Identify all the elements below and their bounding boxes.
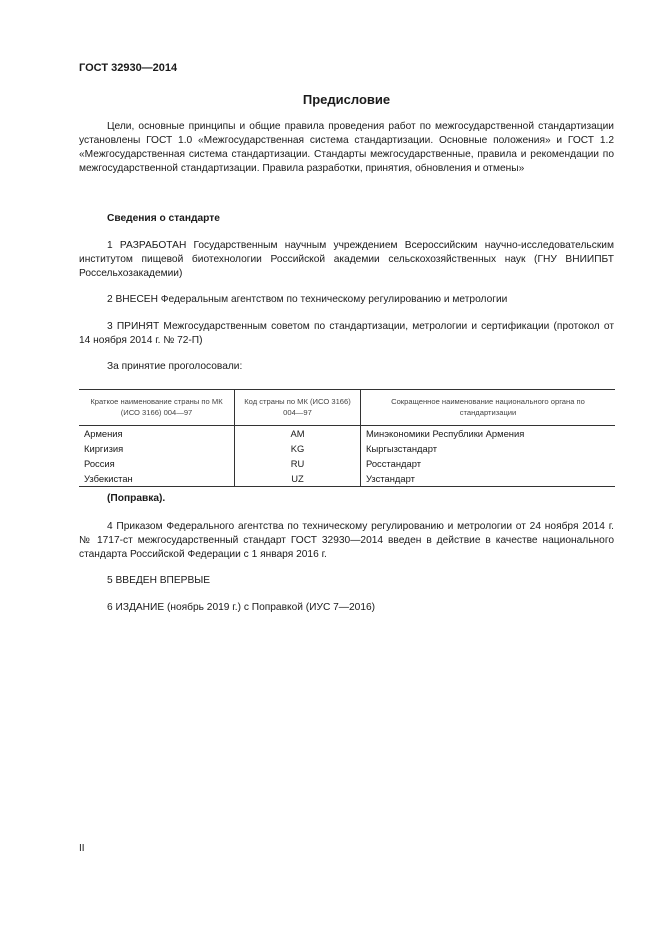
table-cell-country: Узбекистан — [79, 471, 235, 487]
page-number: II — [79, 843, 85, 854]
table-cell-code: AM — [235, 426, 361, 442]
table-cell-body: Узстандарт — [361, 471, 616, 487]
table-header-row — [79, 390, 615, 426]
table-cell-code: RU — [235, 456, 361, 471]
page-title: Предисловие — [302, 92, 391, 107]
table-header-country: Краткое наименование страны по МК (ИСО 3166) 004—97 — [79, 390, 235, 426]
item-5-paragraph: 5 ВВЕДЕН ВПЕРВЫЕ — [107, 575, 211, 586]
table-cell-body: Росстандарт — [361, 456, 616, 471]
table-row — [79, 456, 615, 471]
item-4-paragraph: 4 Приказом Федерального агентства по техническому регулированию и метрологии от 24 ноября 2014 г. № 1717-ст межгосударственный стандарт ГОСТ 32930—2014 введен в действие в качестве национального стандарта Российской Федерации с 1 января 2016 г. — [79, 521, 614, 560]
table-row — [79, 441, 615, 456]
table-cell-country: Киргизия — [84, 443, 124, 454]
table-cell-body: Кыргызстандарт — [361, 441, 616, 456]
item-1-paragraph: 1 РАЗРАБОТАН Государственным научным учреждением Всероссийским научно-исследовательским институтом пищевой биотехнологии Российской академии сельскохозяйственных наук (ГНУ ВНИИПБТ Россельхозакадемии) — [79, 240, 614, 279]
table-row — [79, 471, 615, 487]
section-heading: Сведения о стандарте — [107, 213, 220, 224]
item-2-paragraph: 2 ВНЕСЕН Федеральным агентством по техническому регулированию и метрологии — [107, 294, 508, 305]
table-cell-country: Россия — [84, 458, 115, 469]
item-6-paragraph: 6 ИЗДАНИЕ (ноябрь 2019 г.) с Поправкой (ИУС 7—2016) — [107, 602, 376, 613]
item-3-paragraph: 3 ПРИНЯТ Межгосударственным советом по стандартизации, метрологии и сертификации (протокол от 14 ноября 2014 г. № 72-П) — [79, 321, 614, 346]
table-row — [79, 426, 615, 442]
voted-label: За принятие проголосовали: — [107, 361, 243, 372]
table-cell-country: Армения — [84, 428, 123, 439]
voting-table — [79, 389, 615, 487]
amendment-note: (Поправка). — [107, 493, 166, 504]
table-cell-code: KG — [235, 441, 361, 456]
table-header-body: Сокращенное наименование национального органа по стандартизации — [361, 390, 616, 426]
document-header: ГОСТ 32930—2014 — [79, 62, 178, 74]
table-cell-body: Минэкономики Республики Армения — [361, 426, 616, 442]
intro-paragraph: Цели, основные принципы и общие правила проведения работ по межгосударственной стандартизации установлены ГОСТ 1.0 «Межгосударственная система стандартизации. Основные положения» и ГОСТ 1.2 «Межгосударственная система стандартизации. Стандарты межгосударственные, правила и рекомендации по межгосударственной стандартизации. Правила разработки, принятия, обновления и отмены» — [79, 121, 614, 174]
table-cell-code: UZ — [235, 471, 361, 487]
table-header-code: Код страны по МК (ИСО 3166) 004—97 — [235, 390, 361, 426]
